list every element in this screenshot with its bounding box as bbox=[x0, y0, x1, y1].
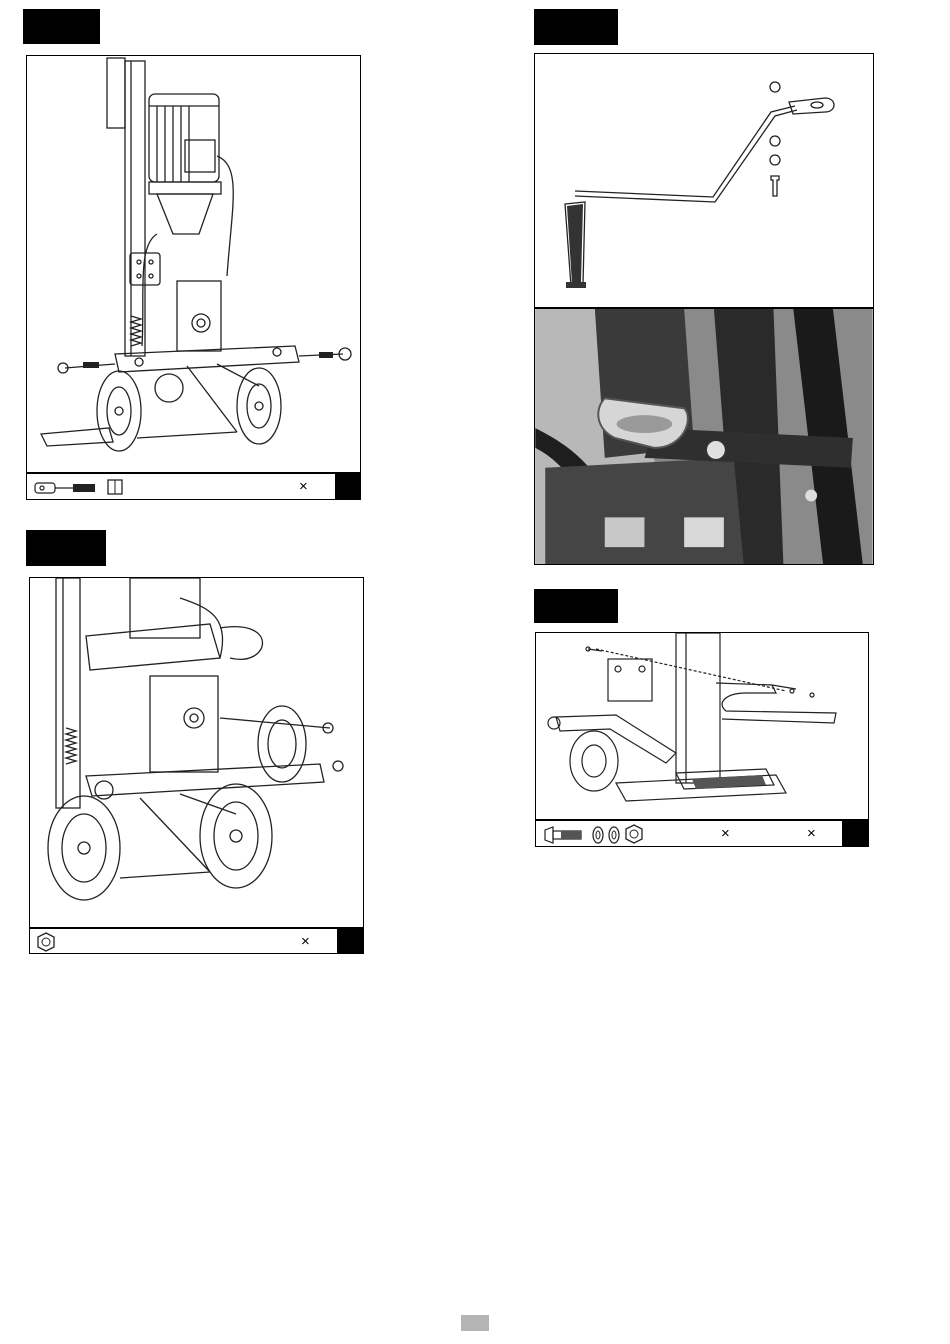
hex-nut-icon bbox=[106, 477, 124, 497]
washer-icon bbox=[591, 825, 605, 845]
hex-bolt-icon bbox=[543, 826, 583, 844]
quantity-multiplier: × bbox=[299, 478, 308, 495]
page-number-box bbox=[461, 1315, 489, 1331]
quantity-box bbox=[337, 929, 364, 954]
crank-handle-illustration bbox=[535, 54, 874, 308]
parts-list-bar bbox=[535, 820, 869, 847]
step-number-tab bbox=[23, 9, 100, 44]
parts-list-bar bbox=[26, 473, 361, 500]
quantity-multiplier: × bbox=[807, 825, 816, 842]
log-splitter-wheel-axle-illustration bbox=[27, 56, 361, 473]
parts-list-bar bbox=[29, 928, 364, 954]
log-splitter-handle-illustration bbox=[536, 633, 869, 820]
step-number-tab bbox=[26, 530, 106, 566]
quantity-box bbox=[842, 821, 869, 847]
step-number-tab bbox=[534, 9, 618, 45]
log-splitter-wheel-hub-illustration bbox=[30, 578, 364, 928]
step-number-tab bbox=[534, 589, 618, 623]
step-illustration-frame bbox=[534, 53, 874, 308]
mounting-photo-image bbox=[535, 309, 873, 564]
quantity-box bbox=[335, 474, 361, 499]
washer-icon bbox=[607, 825, 621, 845]
quantity-multiplier: × bbox=[721, 825, 730, 842]
flange-nut-icon bbox=[36, 932, 56, 952]
hex-nut-icon bbox=[624, 824, 644, 844]
step-illustration-frame bbox=[26, 55, 361, 473]
step-illustration-frame bbox=[29, 577, 364, 928]
mounting-photo bbox=[534, 308, 874, 565]
step-illustration-frame bbox=[535, 632, 869, 820]
quantity-multiplier: × bbox=[301, 933, 310, 950]
clevis-pin-icon bbox=[33, 479, 99, 497]
